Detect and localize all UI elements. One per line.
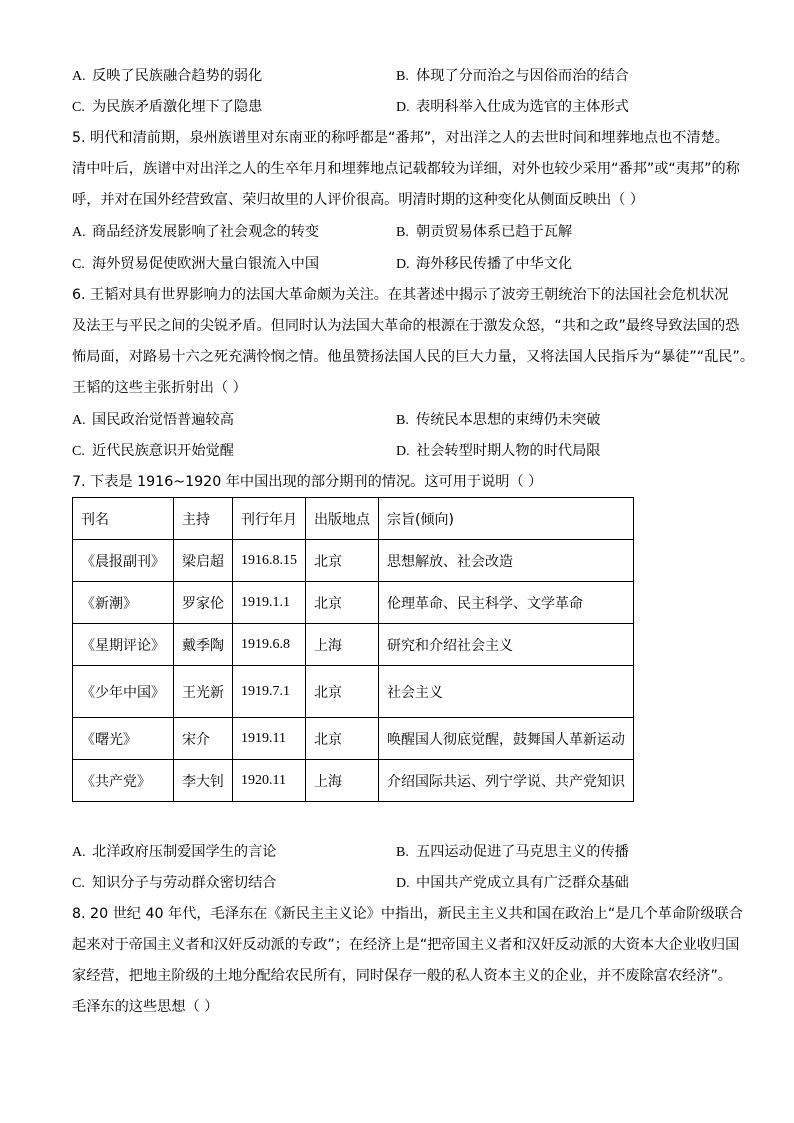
option-text: 体现了分而治之与因俗而治的结合	[416, 68, 629, 84]
q8-stem-line-4: 毛泽东的这些思想（ ）	[72, 999, 219, 1015]
q4-option-c[interactable]	[72, 97, 262, 118]
option-letter: D.	[396, 876, 410, 891]
table-row	[73, 540, 634, 582]
q7-option-c[interactable]	[72, 873, 276, 894]
q7-stem: 7. 下表是 1916~1920 年中国出现的部分期刊的情况。这可用于说明（ ）	[72, 474, 543, 490]
option-letter: A.	[72, 413, 86, 428]
q4-option-d[interactable]	[396, 97, 629, 118]
q5-option-b[interactable]	[396, 222, 572, 243]
table-cell: 北京	[306, 582, 379, 624]
table-cell: 1916.8.15	[233, 540, 306, 582]
q8-stem-line-2: 起来对于帝国主义者和汉奸反动派的专政”；在经济上是“把帝国主义者和汉奸反动派的大资本大企业收归国	[72, 937, 740, 953]
table-header-cell: 刊名	[73, 498, 174, 540]
table-row	[73, 760, 634, 802]
table-header-cell: 出版地点	[306, 498, 379, 540]
table-cell: 伦理革命、民主科学、文学革命	[379, 582, 634, 624]
table-header-cell: 宗旨(倾向)	[379, 498, 634, 540]
option-text: 国民政治觉悟普遍较高	[92, 412, 234, 428]
option-letter: B.	[396, 69, 409, 84]
table-cell: 1919.7.1	[233, 666, 306, 718]
table-cell: 上海	[306, 624, 379, 666]
option-letter: D.	[396, 100, 410, 115]
table-cell: 思想解放、社会改造	[379, 540, 634, 582]
table-cell: 社会主义	[379, 666, 634, 718]
option-text: 近代民族意识开始觉醒	[92, 443, 234, 459]
option-text: 五四运动促进了马克思主义的传播	[416, 844, 629, 860]
q6-stem-line-4: 王韬的这些主张折射出（ ）	[72, 380, 247, 396]
table-header-cell: 主持	[174, 498, 233, 540]
table-cell: 介绍国际共运、列宁学说、共产党知识	[379, 760, 634, 802]
option-letter: A.	[72, 69, 86, 84]
option-letter: C.	[72, 100, 85, 115]
option-letter: C.	[72, 257, 85, 272]
q5-stem-line-2: 清中叶后，族谱中对出洋之人的生卒年月和埋葬地点记载都较为详细，对外也较少采用“番邦”或“夷邦”的称	[72, 161, 740, 177]
option-text: 社会转型时期人物的时代局限	[416, 443, 601, 459]
table-row	[73, 718, 634, 760]
option-letter: A.	[72, 225, 86, 240]
q6-option-d[interactable]	[396, 441, 600, 462]
option-letter: C.	[72, 444, 85, 459]
option-letter: D.	[396, 444, 410, 459]
q5-stem-line-1: 5. 明代和清前期，泉州族谱里对东南亚的称呼都是“番邦”，对出洋之人的去世时间和埋葬地点也不清楚。	[72, 130, 729, 146]
table-row	[73, 624, 634, 666]
option-text: 朝贡贸易体系已趋于瓦解	[416, 224, 573, 240]
q6-option-a[interactable]	[72, 410, 234, 431]
q6-stem-line-3: 怖局面，对路易十六之死充满怜悯之情。他虽赞扬法国人民的巨大力量，又将法国人民指斥为“暴徒”“乱民”。	[72, 349, 755, 365]
table-row	[73, 582, 634, 624]
table-row	[73, 666, 634, 718]
option-text: 表明科举入仕成为选官的主体形式	[416, 99, 629, 115]
option-text: 知识分子与劳动群众密切结合	[92, 875, 277, 891]
option-text: 商品经济发展影响了社会观念的转变	[92, 224, 320, 240]
table-cell: 上海	[306, 760, 379, 802]
q4-option-a[interactable]	[72, 66, 262, 87]
q8-stem-line-3: 家经营，把地主阶级的土地分配给农民所有，同时保存一般的私人资本主义的企业，并不废除富农经济”。	[72, 968, 732, 984]
option-text: 反映了民族融合趋势的弱化	[92, 68, 263, 84]
option-letter: B.	[396, 413, 409, 428]
option-letter: B.	[396, 225, 409, 240]
table-cell: 梁启超	[174, 540, 233, 582]
q6-stem-line-2: 及法王与平民之间的尖锐矛盾。但同时认为法国大革命的根源在于激发众怒，“共和之政”最终导致法国的恐	[72, 318, 740, 334]
table-cell: 北京	[306, 718, 379, 760]
table-cell: 宋介	[174, 718, 233, 760]
table-cell: 罗家伦	[174, 582, 233, 624]
option-text: 中国共产党成立具有广泛群众基础	[416, 875, 629, 891]
table-cell: 1920.11	[233, 760, 306, 802]
table-cell: 李大钊	[174, 760, 233, 802]
option-text: 传统民本思想的束缚仍未突破	[416, 412, 601, 428]
option-text: 为民族矛盾激化埋下了隐患	[92, 99, 263, 115]
table-cell: 《晨报副刊》	[73, 540, 174, 582]
table-cell: 《少年中国》	[73, 666, 174, 718]
q7-option-b[interactable]	[396, 842, 629, 863]
option-text: 海外移民传播了中华文化	[416, 256, 573, 272]
table-cell: 北京	[306, 540, 379, 582]
option-text: 海外贸易促使欧洲大量白银流入中国	[92, 256, 320, 272]
periodicals-table	[72, 497, 634, 802]
option-letter: C.	[72, 876, 85, 891]
q4-option-b[interactable]	[396, 66, 629, 87]
q5-option-c[interactable]	[72, 254, 319, 275]
q6-option-c[interactable]	[72, 441, 234, 462]
table-cell: 《新潮》	[73, 582, 174, 624]
table-cell: 1919.6.8	[233, 624, 306, 666]
q5-stem-line-3: 呼，并对在国外经营致富、荣归故里的人评价很高。明清时期的这种变化从侧面反映出（ ）	[72, 192, 645, 208]
q5-option-d[interactable]	[396, 254, 572, 275]
q5-option-a[interactable]	[72, 222, 319, 243]
option-letter: A.	[72, 845, 86, 860]
option-text: 北洋政府压制爱国学生的言论	[92, 844, 277, 860]
option-letter: B.	[396, 845, 409, 860]
table-cell: 唤醒国人彻底觉醒，鼓舞国人革新运动	[379, 718, 634, 760]
table-cell: 王光新	[174, 666, 233, 718]
q7-option-d[interactable]	[396, 873, 629, 894]
table-cell: 《曙光》	[73, 718, 174, 760]
table-header-cell: 刊行年月	[233, 498, 306, 540]
table-cell: 北京	[306, 666, 379, 718]
table-cell: 《共产党》	[73, 760, 174, 802]
table-header-row	[73, 498, 634, 540]
table-cell: 戴季陶	[174, 624, 233, 666]
table-cell: 1919.1.1	[233, 582, 306, 624]
q6-option-b[interactable]	[396, 410, 600, 431]
option-letter: D.	[396, 257, 410, 272]
table-cell: 研究和介绍社会主义	[379, 624, 634, 666]
table-cell: 《星期评论》	[73, 624, 174, 666]
table-cell: 1919.11	[233, 718, 306, 760]
q6-stem-line-1: 6. 王韬对具有世界影响力的法国大革命颇为关注。在其著述中揭示了波旁王朝统治下的法国社会危机状况	[72, 287, 729, 303]
q7-option-a[interactable]	[72, 842, 276, 863]
q8-stem-line-1: 8. 20 世纪 40 年代，毛泽东在《新民主主义论》中指出，新民主主义共和国在政治上“是几个革命阶级联合	[72, 906, 743, 922]
